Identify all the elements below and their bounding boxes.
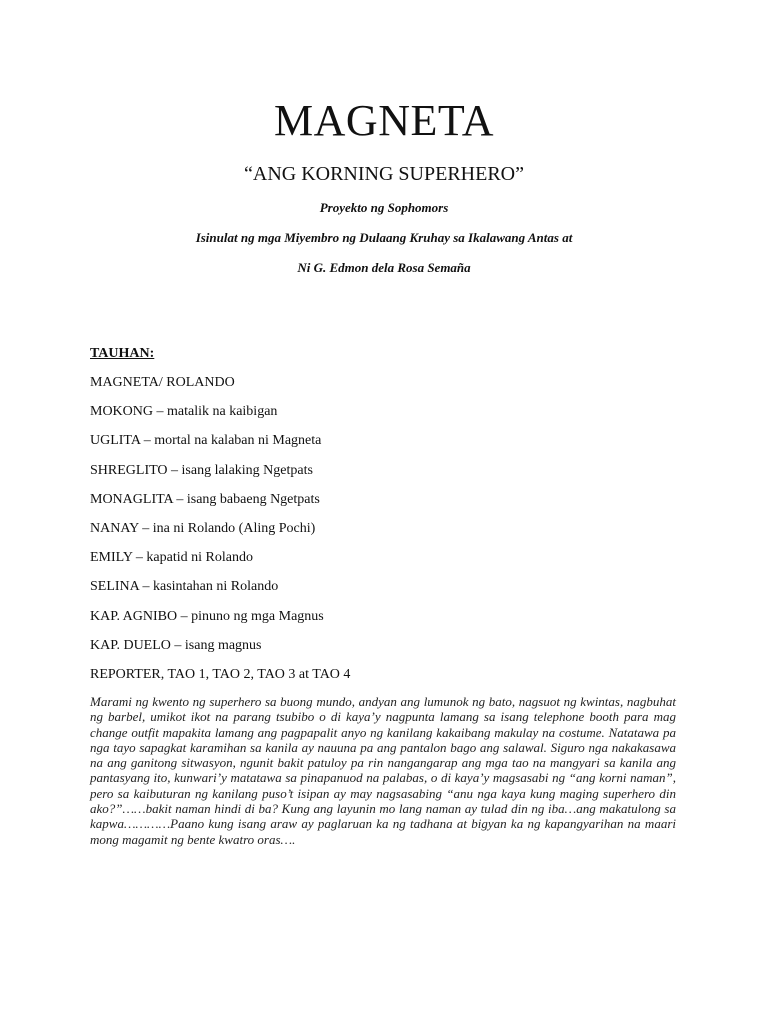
credit-project: Proyekto ng Sophomors xyxy=(319,200,449,215)
cast-item: MOKONG – matalik na kaibigan xyxy=(90,404,278,420)
cast-item: UGLITA – mortal na kalaban ni Magneta xyxy=(90,433,322,449)
synopsis-paragraph: Marami ng kwento ng superhero sa buong mundo, andyan ang lumunok ng bato, nagsuot ng kwintas, nagbuhat ng barbel, umikot ikot na parang tsubibo o di kaya’y nagpunta lamang sa isang telephone booth para mag change outfit mapakita lamang ang pagpapalit anyo ng kanilang kakaibang makulay na costume. Natatawa pa nga tayo sapagkat karamihan sa kanila ay nauuna pa ang pantalon bago ang salawal. Siguro nga nakakasawa na ang ganitong sitwasyon, ngunit bakit patuloy pa rin nangangarap ang mga tao na mangyari sa kanila ang pantasyang ito, kunwari’y matatawa sa pinapanuod na palabas, o di kaya’y magsasabi ng “ang korni naman”, pero sa kaibuturan ng kanilang puso’t isipan ay may nagsasabing “anu nga kaya kung maging superhero din ako?”……bakit naman hindi di ba? Kung ang layunin mo lang naman ay tulad din ng iba…ang makatulong sa kapwa…………Paano kung isang araw ay paglaruan ka ng tadhana at bigyan ka ng kapangyarihan na maari mong magamit ng bente kwatro oras…. xyxy=(90,694,676,847)
cast-item: REPORTER, TAO 1, TAO 2, TAO 3 at TAO 4 xyxy=(90,666,351,682)
cast-list xyxy=(90,374,350,695)
cast-heading: TAUHAN: xyxy=(90,346,155,361)
cast-item: MAGNETA/ ROLANDO xyxy=(90,375,235,390)
cast-item: SHREGLITO – isang lalaking Ngetpats xyxy=(90,462,313,478)
cast-item: SELINA – kasintahan ni Rolando xyxy=(90,579,279,595)
document-subtitle: “ANG KORNING SUPERHERO” xyxy=(244,163,524,185)
cast-item: KAP. AGNIBO – pinuno ng mga Magnus xyxy=(90,608,324,624)
cast-item: EMILY – kapatid ni Rolando xyxy=(90,550,253,566)
credit-author: Ni G. Edmon dela Rosa Semaña xyxy=(297,260,471,275)
cast-item: MONAGLITA – isang babaeng Ngetpats xyxy=(90,491,320,507)
cast-item: NANAY – ina ni Rolando (Aling Pochi) xyxy=(90,520,316,536)
document-title: MAGNETA xyxy=(274,96,494,145)
credit-writers: Isinulat ng mga Miyembro ng Dulaang Kruhay sa Ikalawang Antas at xyxy=(195,230,573,245)
cast-item: KAP. DUELO – isang magnus xyxy=(90,637,262,653)
